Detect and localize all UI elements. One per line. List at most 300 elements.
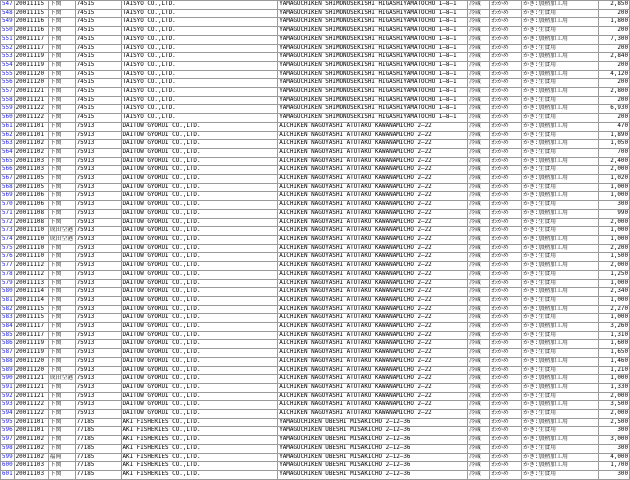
address-cell[interactable]: YAMAGUCHIKEN UBESHI MISAKICHO 2―12―36 (278, 462, 468, 471)
product-cell[interactable]: わかめ (490, 270, 522, 279)
row-number[interactable]: 571 (1, 209, 15, 218)
row-number[interactable]: 565 (1, 157, 15, 166)
company-cell[interactable]: DAITOW GYORUI CO.,LTD. (121, 140, 278, 149)
address-cell[interactable]: AICHIKEN NAGOYASHI ATUTAKU KAWANAMICHO 2―22 (278, 209, 468, 218)
type-cell[interactable]: かき:加熱加工用 (522, 88, 599, 97)
row-number[interactable]: 568 (1, 183, 15, 192)
date-cell[interactable]: 20011122 (14, 105, 48, 114)
location-cell[interactable]: 成田空港 (48, 375, 75, 384)
company-cell[interactable]: DAITOW GYORUI CO.,LTD. (121, 270, 278, 279)
amount-cell[interactable]: 300 (598, 201, 629, 210)
category-cell[interactable]: 冷蔵 (468, 270, 490, 279)
location-cell[interactable]: 下関 (48, 209, 75, 218)
date-cell[interactable]: 20011119 (14, 349, 48, 358)
date-cell[interactable]: 20011110 (14, 235, 48, 244)
product-cell[interactable]: わかめ (490, 357, 522, 366)
location-cell[interactable]: 成田空港 (48, 235, 75, 244)
amount-cell[interactable]: 2,000 (598, 166, 629, 175)
amount-cell[interactable]: 1,600 (598, 340, 629, 349)
date-cell[interactable]: 20011122 (14, 401, 48, 410)
category-cell[interactable]: 冷蔵 (468, 18, 490, 27)
amount-cell[interactable]: 1,210 (598, 366, 629, 375)
product-cell[interactable]: わかめ (490, 279, 522, 288)
date-cell[interactable]: 20011101 (14, 122, 48, 131)
location-cell[interactable]: 下関 (48, 331, 75, 340)
category-cell[interactable]: 冷蔵 (468, 235, 490, 244)
amount-cell[interactable]: 1,000 (598, 296, 629, 305)
location-cell[interactable]: 下関 (48, 201, 75, 210)
code-cell[interactable]: 75913 (75, 157, 121, 166)
date-cell[interactable]: 20011108 (14, 209, 48, 218)
location-cell[interactable]: 下関 (48, 140, 75, 149)
amount-cell[interactable]: 2,800 (598, 88, 629, 97)
code-cell[interactable]: 74515 (75, 27, 121, 36)
category-cell[interactable]: 冷蔵 (468, 27, 490, 36)
code-cell[interactable]: 74515 (75, 79, 121, 88)
code-cell[interactable]: 75913 (75, 357, 121, 366)
company-cell[interactable]: TAISYO CO.,LTD. (121, 35, 278, 44)
company-cell[interactable]: DAITOW GYORUI CO.,LTD. (121, 235, 278, 244)
location-cell[interactable]: 下関 (48, 444, 75, 453)
amount-cell[interactable]: 1,000 (598, 192, 629, 201)
code-cell[interactable]: 75913 (75, 262, 121, 271)
type-cell[interactable]: かき:生食用 (522, 201, 599, 210)
row-number[interactable]: 581 (1, 296, 15, 305)
row-number[interactable]: 569 (1, 192, 15, 201)
code-cell[interactable]: 75913 (75, 209, 121, 218)
company-cell[interactable]: DAITOW GYORUI CO.,LTD. (121, 305, 278, 314)
row-number[interactable]: 548 (1, 9, 15, 18)
row-number[interactable]: 592 (1, 392, 15, 401)
company-cell[interactable]: AKI FISHERIES CO.,LTD. (121, 427, 278, 436)
date-cell[interactable]: 20011102 (14, 453, 48, 462)
location-cell[interactable]: 下関 (48, 70, 75, 79)
amount-cell[interactable]: 4,000 (598, 453, 629, 462)
type-cell[interactable]: かき:加熱加工用 (522, 244, 599, 253)
date-cell[interactable]: 20011115 (14, 305, 48, 314)
code-cell[interactable]: 74515 (75, 70, 121, 79)
date-cell[interactable]: 20011106 (14, 192, 48, 201)
row-number[interactable]: 586 (1, 340, 15, 349)
address-cell[interactable]: AICHIKEN NAGOYASHI ATUTAKU KAWANAMICHO 2―22 (278, 349, 468, 358)
code-cell[interactable]: 75913 (75, 331, 121, 340)
type-cell[interactable]: かき:生食用 (522, 349, 599, 358)
category-cell[interactable]: 冷蔵 (468, 288, 490, 297)
type-cell[interactable]: かき:生食用 (522, 470, 599, 479)
code-cell[interactable]: 75913 (75, 218, 121, 227)
code-cell[interactable]: 74515 (75, 88, 121, 97)
type-cell[interactable]: かき:生食用 (522, 96, 599, 105)
category-cell[interactable]: 冷蔵 (468, 209, 490, 218)
location-cell[interactable]: 下関 (48, 349, 75, 358)
row-number[interactable]: 593 (1, 401, 15, 410)
product-cell[interactable]: わかめ (490, 366, 522, 375)
type-cell[interactable]: かき:生食用 (522, 253, 599, 262)
amount-cell[interactable]: 2,850 (598, 1, 629, 10)
row-number[interactable]: 570 (1, 201, 15, 210)
category-cell[interactable]: 冷蔵 (468, 148, 490, 157)
location-cell[interactable]: 下関 (48, 427, 75, 436)
row-number[interactable]: 582 (1, 305, 15, 314)
amount-cell[interactable]: 2,270 (598, 305, 629, 314)
code-cell[interactable]: 75913 (75, 227, 121, 236)
amount-cell[interactable]: 1,000 (598, 183, 629, 192)
row-number[interactable]: 601 (1, 470, 15, 479)
code-cell[interactable]: 74515 (75, 61, 121, 70)
amount-cell[interactable]: 2,400 (598, 157, 629, 166)
category-cell[interactable]: 冷蔵 (468, 96, 490, 105)
address-cell[interactable]: YAMAGUCHIKEN SHIMONOSEKISHI HIGASHIYAMATOCHO 1―8―1 (278, 1, 468, 10)
category-cell[interactable]: 冷蔵 (468, 366, 490, 375)
company-cell[interactable]: TAISYO CO.,LTD. (121, 44, 278, 53)
amount-cell[interactable]: 1,000 (598, 235, 629, 244)
product-cell[interactable]: わかめ (490, 9, 522, 18)
amount-cell[interactable]: 3,260 (598, 323, 629, 332)
location-cell[interactable]: 下関 (48, 105, 75, 114)
product-cell[interactable]: わかめ (490, 88, 522, 97)
company-cell[interactable]: DAITOW GYORUI CO.,LTD. (121, 209, 278, 218)
product-cell[interactable]: わかめ (490, 35, 522, 44)
code-cell[interactable]: 77185 (75, 427, 121, 436)
product-cell[interactable]: わかめ (490, 175, 522, 184)
location-cell[interactable]: 下関 (48, 148, 75, 157)
company-cell[interactable]: AKI FISHERIES CO.,LTD. (121, 436, 278, 445)
category-cell[interactable]: 冷蔵 (468, 1, 490, 10)
amount-cell[interactable]: 4,120 (598, 70, 629, 79)
category-cell[interactable]: 冷蔵 (468, 218, 490, 227)
company-cell[interactable]: DAITOW GYORUI CO.,LTD. (121, 331, 278, 340)
category-cell[interactable]: 冷蔵 (468, 244, 490, 253)
row-number[interactable]: 557 (1, 88, 15, 97)
date-cell[interactable]: 20011113 (14, 279, 48, 288)
amount-cell[interactable]: 1,330 (598, 383, 629, 392)
type-cell[interactable]: かき:加熱加工用 (522, 453, 599, 462)
product-cell[interactable]: わかめ (490, 79, 522, 88)
amount-cell[interactable]: 200 (598, 61, 629, 70)
company-cell[interactable]: DAITOW GYORUI CO.,LTD. (121, 375, 278, 384)
row-number[interactable]: 551 (1, 35, 15, 44)
date-cell[interactable]: 20011116 (14, 18, 48, 27)
product-cell[interactable]: わかめ (490, 227, 522, 236)
address-cell[interactable]: AICHIKEN NAGOYASHI ATUTAKU KAWANAMICHO 2―22 (278, 166, 468, 175)
date-cell[interactable]: 20011112 (14, 270, 48, 279)
date-cell[interactable]: 20011110 (14, 227, 48, 236)
location-cell[interactable]: 下関 (48, 18, 75, 27)
row-number[interactable]: 547 (1, 1, 15, 10)
amount-cell[interactable]: 3,000 (598, 436, 629, 445)
row-number[interactable]: 550 (1, 27, 15, 36)
type-cell[interactable]: かき:加熱加工用 (522, 401, 599, 410)
code-cell[interactable]: 74515 (75, 44, 121, 53)
code-cell[interactable]: 75913 (75, 131, 121, 140)
code-cell[interactable]: 75913 (75, 375, 121, 384)
date-cell[interactable]: 20011103 (14, 462, 48, 471)
row-number[interactable]: 554 (1, 61, 15, 70)
product-cell[interactable]: わかめ (490, 18, 522, 27)
address-cell[interactable]: AICHIKEN NAGOYASHI ATUTAKU KAWANAMICHO 2―22 (278, 305, 468, 314)
category-cell[interactable]: 冷蔵 (468, 401, 490, 410)
product-cell[interactable]: わかめ (490, 383, 522, 392)
code-cell[interactable]: 77185 (75, 462, 121, 471)
address-cell[interactable]: AICHIKEN NAGOYASHI ATUTAKU KAWANAMICHO 2―22 (278, 392, 468, 401)
company-cell[interactable]: DAITOW GYORUI CO.,LTD. (121, 122, 278, 131)
product-cell[interactable]: わかめ (490, 410, 522, 419)
date-cell[interactable]: 20011117 (14, 44, 48, 53)
code-cell[interactable]: 75913 (75, 366, 121, 375)
address-cell[interactable]: AICHIKEN NAGOYASHI ATUTAKU KAWANAMICHO 2―22 (278, 340, 468, 349)
date-cell[interactable]: 20011110 (14, 253, 48, 262)
category-cell[interactable]: 冷蔵 (468, 436, 490, 445)
address-cell[interactable]: YAMAGUCHIKEN SHIMONOSEKISHI HIGASHIYAMATOCHO 1―8―1 (278, 105, 468, 114)
product-cell[interactable]: わかめ (490, 444, 522, 453)
date-cell[interactable]: 20011116 (14, 27, 48, 36)
product-cell[interactable]: わかめ (490, 1, 522, 10)
amount-cell[interactable]: 1,460 (598, 357, 629, 366)
address-cell[interactable]: AICHIKEN NAGOYASHI ATUTAKU KAWANAMICHO 2―22 (278, 357, 468, 366)
date-cell[interactable]: 20011115 (14, 9, 48, 18)
type-cell[interactable]: かき:生食用 (522, 227, 599, 236)
date-cell[interactable]: 20011103 (14, 166, 48, 175)
category-cell[interactable]: 冷蔵 (468, 340, 490, 349)
address-cell[interactable]: AICHIKEN NAGOYASHI ATUTAKU KAWANAMICHO 2―22 (278, 401, 468, 410)
location-cell[interactable]: 下関 (48, 183, 75, 192)
amount-cell[interactable]: 200 (598, 114, 629, 123)
code-cell[interactable]: 75913 (75, 349, 121, 358)
category-cell[interactable]: 冷蔵 (468, 383, 490, 392)
amount-cell[interactable]: 470 (598, 122, 629, 131)
location-cell[interactable]: 下関 (48, 122, 75, 131)
product-cell[interactable]: わかめ (490, 296, 522, 305)
company-cell[interactable]: DAITOW GYORUI CO.,LTD. (121, 314, 278, 323)
amount-cell[interactable]: 1,020 (598, 175, 629, 184)
date-cell[interactable]: 20011102 (14, 148, 48, 157)
type-cell[interactable]: かき:加熱加工用 (522, 305, 599, 314)
product-cell[interactable]: わかめ (490, 114, 522, 123)
date-cell[interactable]: 20011120 (14, 366, 48, 375)
category-cell[interactable]: 冷蔵 (468, 392, 490, 401)
product-cell[interactable]: わかめ (490, 157, 522, 166)
company-cell[interactable]: DAITOW GYORUI CO.,LTD. (121, 218, 278, 227)
category-cell[interactable]: 冷蔵 (468, 157, 490, 166)
code-cell[interactable]: 75913 (75, 410, 121, 419)
category-cell[interactable]: 冷蔵 (468, 462, 490, 471)
address-cell[interactable]: AICHIKEN NAGOYASHI ATUTAKU KAWANAMICHO 2―22 (278, 244, 468, 253)
company-cell[interactable]: DAITOW GYORUI CO.,LTD. (121, 166, 278, 175)
product-cell[interactable]: わかめ (490, 401, 522, 410)
product-cell[interactable]: わかめ (490, 218, 522, 227)
company-cell[interactable]: DAITOW GYORUI CO.,LTD. (121, 383, 278, 392)
location-cell[interactable]: 下関 (48, 305, 75, 314)
product-cell[interactable]: わかめ (490, 244, 522, 253)
address-cell[interactable]: YAMAGUCHIKEN SHIMONOSEKISHI HIGASHIYAMATOCHO 1―8―1 (278, 27, 468, 36)
category-cell[interactable]: 冷蔵 (468, 131, 490, 140)
type-cell[interactable]: かき:加熱加工用 (522, 235, 599, 244)
address-cell[interactable]: AICHIKEN NAGOYASHI ATUTAKU KAWANAMICHO 2―22 (278, 410, 468, 419)
code-cell[interactable]: 74515 (75, 9, 121, 18)
category-cell[interactable]: 冷蔵 (468, 349, 490, 358)
code-cell[interactable]: 75913 (75, 288, 121, 297)
company-cell[interactable]: TAISYO CO.,LTD. (121, 114, 278, 123)
address-cell[interactable]: YAMAGUCHIKEN SHIMONOSEKISHI HIGASHIYAMATOCHO 1―8―1 (278, 44, 468, 53)
address-cell[interactable]: YAMAGUCHIKEN UBESHI MISAKICHO 2―12―36 (278, 453, 468, 462)
code-cell[interactable]: 75913 (75, 279, 121, 288)
row-number[interactable]: 597 (1, 436, 15, 445)
code-cell[interactable]: 77185 (75, 444, 121, 453)
location-cell[interactable]: 下関 (48, 296, 75, 305)
code-cell[interactable]: 74515 (75, 96, 121, 105)
amount-cell[interactable]: 2,340 (598, 288, 629, 297)
product-cell[interactable]: わかめ (490, 61, 522, 70)
category-cell[interactable]: 冷蔵 (468, 35, 490, 44)
code-cell[interactable]: 75913 (75, 270, 121, 279)
category-cell[interactable]: 冷蔵 (468, 305, 490, 314)
product-cell[interactable]: わかめ (490, 192, 522, 201)
category-cell[interactable]: 冷蔵 (468, 201, 490, 210)
product-cell[interactable]: わかめ (490, 53, 522, 62)
row-number[interactable]: 599 (1, 453, 15, 462)
code-cell[interactable]: 75913 (75, 253, 121, 262)
date-cell[interactable]: 20011122 (14, 410, 48, 419)
product-cell[interactable]: わかめ (490, 235, 522, 244)
location-cell[interactable]: 下関 (48, 314, 75, 323)
address-cell[interactable]: YAMAGUCHIKEN UBESHI MISAKICHO 2―12―36 (278, 427, 468, 436)
company-cell[interactable]: DAITOW GYORUI CO.,LTD. (121, 192, 278, 201)
address-cell[interactable]: AICHIKEN NAGOYASHI ATUTAKU KAWANAMICHO 2―22 (278, 227, 468, 236)
product-cell[interactable]: わかめ (490, 262, 522, 271)
amount-cell[interactable]: 200 (598, 9, 629, 18)
company-cell[interactable]: DAITOW GYORUI CO.,LTD. (121, 401, 278, 410)
location-cell[interactable]: 下関 (48, 27, 75, 36)
type-cell[interactable]: かき:生食用 (522, 427, 599, 436)
category-cell[interactable]: 冷蔵 (468, 227, 490, 236)
row-number[interactable]: 564 (1, 148, 15, 157)
row-number[interactable]: 563 (1, 140, 15, 149)
date-cell[interactable]: 20011121 (14, 96, 48, 105)
type-cell[interactable]: かき:加熱加工用 (522, 323, 599, 332)
product-cell[interactable]: わかめ (490, 288, 522, 297)
amount-cell[interactable]: 2,200 (598, 244, 629, 253)
product-cell[interactable]: わかめ (490, 166, 522, 175)
type-cell[interactable]: かき:加熱加工用 (522, 122, 599, 131)
amount-cell[interactable]: 1,700 (598, 462, 629, 471)
category-cell[interactable]: 冷蔵 (468, 357, 490, 366)
company-cell[interactable]: TAISYO CO.,LTD. (121, 27, 278, 36)
category-cell[interactable]: 冷蔵 (468, 79, 490, 88)
product-cell[interactable]: わかめ (490, 349, 522, 358)
location-cell[interactable]: 下関 (48, 436, 75, 445)
address-cell[interactable]: YAMAGUCHIKEN UBESHI MISAKICHO 2―12―36 (278, 418, 468, 427)
date-cell[interactable]: 20011115 (14, 314, 48, 323)
product-cell[interactable]: わかめ (490, 183, 522, 192)
amount-cell[interactable]: 1,000 (598, 314, 629, 323)
row-number[interactable]: 585 (1, 331, 15, 340)
address-cell[interactable]: AICHIKEN NAGOYASHI ATUTAKU KAWANAMICHO 2―22 (278, 201, 468, 210)
product-cell[interactable]: わかめ (490, 122, 522, 131)
category-cell[interactable]: 冷蔵 (468, 410, 490, 419)
location-cell[interactable]: 下関 (48, 470, 75, 479)
category-cell[interactable]: 冷蔵 (468, 192, 490, 201)
company-cell[interactable]: TAISYO CO.,LTD. (121, 1, 278, 10)
company-cell[interactable]: DAITOW GYORUI CO.,LTD. (121, 227, 278, 236)
date-cell[interactable]: 20011103 (14, 470, 48, 479)
company-cell[interactable]: DAITOW GYORUI CO.,LTD. (121, 323, 278, 332)
code-cell[interactable]: 75913 (75, 175, 121, 184)
date-cell[interactable]: 20011121 (14, 88, 48, 97)
code-cell[interactable]: 74515 (75, 105, 121, 114)
row-number[interactable]: 562 (1, 131, 15, 140)
location-cell[interactable]: 下関 (48, 340, 75, 349)
type-cell[interactable]: かき:生食用 (522, 61, 599, 70)
code-cell[interactable]: 75913 (75, 122, 121, 131)
company-cell[interactable]: DAITOW GYORUI CO.,LTD. (121, 357, 278, 366)
product-cell[interactable]: わかめ (490, 201, 522, 210)
location-cell[interactable]: 下関 (48, 357, 75, 366)
amount-cell[interactable]: 1,000 (598, 227, 629, 236)
date-cell[interactable]: 20011108 (14, 218, 48, 227)
row-number[interactable]: 579 (1, 279, 15, 288)
type-cell[interactable]: かき:加熱加工用 (522, 462, 599, 471)
category-cell[interactable]: 冷蔵 (468, 323, 490, 332)
type-cell[interactable]: かき:加熱加工用 (522, 418, 599, 427)
date-cell[interactable]: 20011102 (14, 436, 48, 445)
date-cell[interactable]: 20011121 (14, 383, 48, 392)
company-cell[interactable]: DAITOW GYORUI CO.,LTD. (121, 410, 278, 419)
code-cell[interactable]: 75913 (75, 140, 121, 149)
date-cell[interactable]: 20011101 (14, 418, 48, 427)
address-cell[interactable]: AICHIKEN NAGOYASHI ATUTAKU KAWANAMICHO 2―22 (278, 288, 468, 297)
row-number[interactable]: 587 (1, 349, 15, 358)
category-cell[interactable]: 冷蔵 (468, 279, 490, 288)
company-cell[interactable]: TAISYO CO.,LTD. (121, 18, 278, 27)
date-cell[interactable]: 20011119 (14, 340, 48, 349)
type-cell[interactable]: かき:加熱加工用 (522, 18, 599, 27)
type-cell[interactable]: かき:加熱加工用 (522, 340, 599, 349)
location-cell[interactable]: 下関 (48, 192, 75, 201)
location-cell[interactable]: 下関 (48, 61, 75, 70)
code-cell[interactable]: 75913 (75, 192, 121, 201)
amount-cell[interactable]: 1,890 (598, 131, 629, 140)
category-cell[interactable]: 冷蔵 (468, 331, 490, 340)
amount-cell[interactable]: 2,000 (598, 410, 629, 419)
address-cell[interactable]: YAMAGUCHIKEN SHIMONOSEKISHI HIGASHIYAMATOCHO 1―8―1 (278, 70, 468, 79)
type-cell[interactable]: かき:生食用 (522, 270, 599, 279)
product-cell[interactable]: わかめ (490, 148, 522, 157)
amount-cell[interactable]: 1,000 (598, 375, 629, 384)
row-number[interactable]: 556 (1, 79, 15, 88)
product-cell[interactable]: わかめ (490, 331, 522, 340)
company-cell[interactable]: DAITOW GYORUI CO.,LTD. (121, 262, 278, 271)
row-number[interactable]: 591 (1, 383, 15, 392)
code-cell[interactable]: 75913 (75, 305, 121, 314)
category-cell[interactable]: 冷蔵 (468, 88, 490, 97)
type-cell[interactable]: かき:生食用 (522, 148, 599, 157)
category-cell[interactable]: 冷蔵 (468, 453, 490, 462)
type-cell[interactable]: かき:生食用 (522, 131, 599, 140)
product-cell[interactable]: わかめ (490, 427, 522, 436)
company-cell[interactable]: DAITOW GYORUI CO.,LTD. (121, 279, 278, 288)
row-number[interactable]: 553 (1, 53, 15, 62)
code-cell[interactable]: 75913 (75, 392, 121, 401)
type-cell[interactable]: かき:生食用 (522, 27, 599, 36)
amount-cell[interactable]: 200 (598, 79, 629, 88)
company-cell[interactable]: DAITOW GYORUI CO.,LTD. (121, 131, 278, 140)
location-cell[interactable]: 下関 (48, 44, 75, 53)
location-cell[interactable]: 下関 (48, 157, 75, 166)
amount-cell[interactable]: 300 (598, 470, 629, 479)
type-cell[interactable]: かき:加熱加工用 (522, 35, 599, 44)
row-number[interactable]: 588 (1, 357, 15, 366)
date-cell[interactable]: 20011106 (14, 201, 48, 210)
